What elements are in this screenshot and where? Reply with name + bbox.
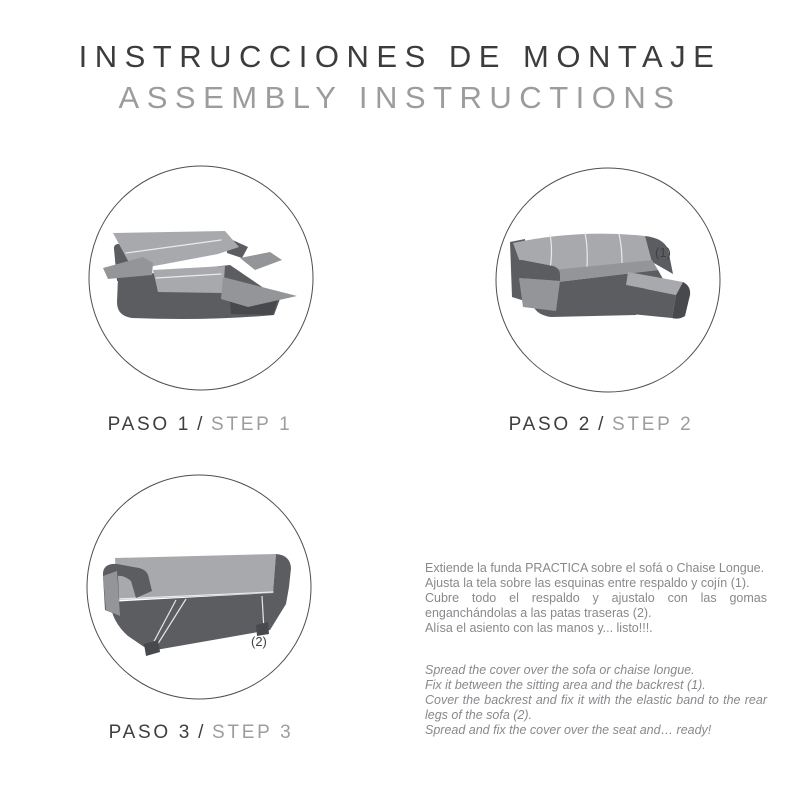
cover-spread-sofa-illustration: [88, 165, 314, 391]
instruction-es-line: Alísa el asiento con las manos y... listo!!!.: [425, 621, 653, 635]
step1-label: [60, 414, 340, 437]
step3-label-es: PASO 3: [108, 722, 193, 743]
step3-figure: [86, 474, 312, 700]
step2-label-separator: /: [598, 414, 607, 435]
instructions-spanish: [425, 561, 767, 636]
marker-1-label: (1): [655, 245, 671, 260]
sofa-rear-view-illustration: [86, 474, 312, 700]
instructions-english: [425, 663, 767, 738]
step1-figure: [88, 165, 314, 391]
step1-label-es: PASO 1: [107, 414, 192, 435]
marker-2-label: (2): [251, 634, 267, 649]
instruction-en-line: Spread the cover over the sofa or chaise longue.: [425, 663, 695, 677]
instruction-es-line: Cubre todo el respaldo y ajustalo con las gomas enganchándolas a las patas traseras (2).: [425, 591, 767, 620]
step2-label: [461, 414, 741, 437]
page-title: INSTRUCCIONES DE MONTAJE: [78, 39, 722, 74]
step2-label-es: PASO 2: [508, 414, 593, 435]
step2-label-en: STEP 2: [612, 414, 694, 435]
instruction-es-line: Extiende la funda PRACTICA sobre el sofá o Chaise Longue.: [425, 561, 765, 575]
instruction-en-line: Spread and fix the cover over the seat and… ready!: [425, 723, 712, 737]
cover-fitted-sofa-illustration: [495, 167, 721, 393]
instruction-es-line: Ajusta la tela sobre las esquinas entre respaldo y cojín (1).: [425, 576, 750, 590]
step3-label-separator: /: [198, 722, 207, 743]
instruction-en-line: Fix it between the sitting area and the backrest (1).: [425, 678, 706, 692]
instruction-en-line: Cover the backrest and fix it with the elastic band to the rear legs of the sofa (2).: [425, 693, 767, 722]
page-subtitle: ASSEMBLY INSTRUCTIONS: [118, 80, 682, 115]
step3-label-en: STEP 3: [212, 722, 294, 743]
step3-label: [61, 722, 341, 745]
step2-figure: [495, 167, 721, 393]
step1-label-separator: /: [197, 414, 206, 435]
step1-label-en: STEP 1: [211, 414, 293, 435]
